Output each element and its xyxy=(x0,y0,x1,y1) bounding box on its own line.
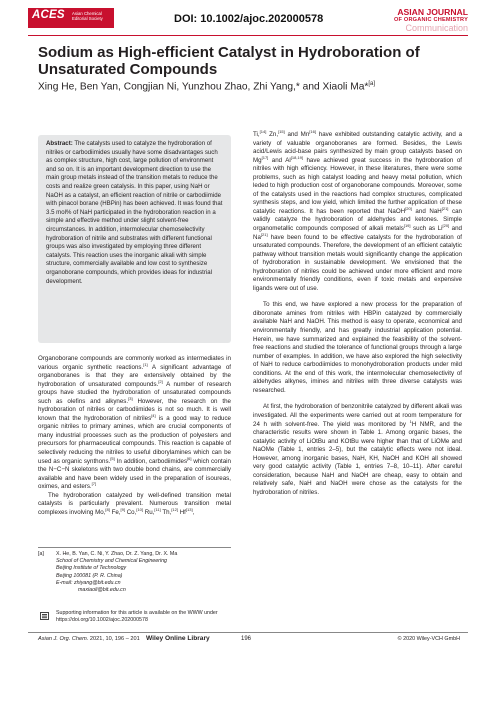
citation-ref[interactable]: [11] xyxy=(154,506,161,512)
citation-ref[interactable]: [14] xyxy=(259,128,267,134)
citation-ref[interactable]: [5] xyxy=(110,455,115,461)
text-run: have been found to be effective catalysts for the hydroboration of unsaturated compounds. Therefore, the development of an efficient catalytic pathway without transition metals would significantly change the application of hydroboration in sustainable development. We envisioned that the hydroboration of nitriles could be achieved under more efficient and more environmentally friendly conditions, even if toxic metals and expensive ligands were out of use. xyxy=(253,233,462,292)
citation-ref[interactable]: [13] xyxy=(185,506,193,512)
affiliation-footnote xyxy=(38,551,231,594)
abstract xyxy=(46,140,225,286)
author-names: Xing He, Ben Yan, Congjian Ni, Yunzhou Zhao, Zhi Yang,* and Xiaoli Ma* xyxy=(38,81,369,93)
text-run: which contain the N−C−N skeletons with two double bond chains, are commercially available and have been widely used in the preparation of isoureas, oximes, and esters. xyxy=(38,457,231,491)
citation-ref[interactable]: [21] xyxy=(441,205,449,211)
journal-logo xyxy=(394,8,468,32)
citation-ref[interactable]: [3] xyxy=(128,395,133,401)
abstract-text: The catalysts used to catalyze the hydroboration of nitriles or carbodiimides usually have some disadvantages such as complex structure, high cost, large pollution of environment and so on. It is an important development direction to use the main group metals instead of the transition metals to reduce the costs and realize green catalysis. In this paper, using NaH or NaOH as a catalyst, an efficient reaction of nitrile or carbodiimide with pinacol borane (HBPin) has been achieved. It was found that 3.5 mol% of NaH participated in the hydroboration reaction in a simple and effective method under slight solvent-free circumstances. In addition, intermolecular chemoselectivity hydroboration of nitrile and substrates with different functional groups was also investigated by employing three different catalysts. This reaction uses the inorganic alkali with simple structure, commercially available and low cost to synthesize organoborane compounds, which provides ideas for industrial development. xyxy=(46,140,223,285)
text-run: Ru, xyxy=(143,508,155,516)
citation-ref[interactable]: [19] xyxy=(403,222,411,228)
footnote-school: School of Chemistry and Chemical Engineering xyxy=(56,558,167,565)
citation-ref[interactable]: [7] xyxy=(91,481,97,487)
text-run: is a good way to reduce organic nitriles to primary amines, which are crucial components of many industrial processes such as the production of polyesters and precursors for pharmaceutical compounds. This reaction is capable of selectively reducing the nitriles to useful diborylamines which can be used as organic synthons. xyxy=(38,414,231,465)
text-run: Fe, xyxy=(109,508,121,516)
text-run: In addition, carbodiimides xyxy=(114,457,188,465)
text-run: such as Li xyxy=(410,225,443,233)
text-run: Co, xyxy=(124,508,137,516)
citation-ref[interactable]: 1 xyxy=(409,418,412,424)
citation-ref[interactable]: [9] xyxy=(120,506,125,512)
text-run: Ti, xyxy=(253,131,260,138)
body-column-right xyxy=(253,128,463,497)
citation-ref[interactable]: [18,19] xyxy=(290,154,303,160)
text-run: Zn, xyxy=(266,131,279,138)
footnote-city: Beijing 100081 (P. R. China) xyxy=(56,572,123,579)
supporting-info-icon xyxy=(40,612,49,620)
citation-ref[interactable]: [2] xyxy=(158,378,163,384)
footnote-email-2[interactable]: maxiaoli@bit.edu.cn xyxy=(78,587,126,594)
text-run: can validly catalyze the hydroboration of aldehydes and ketones. Simple organometallic compounds composed of alkali metals xyxy=(253,207,463,233)
footnote-rule xyxy=(38,547,231,548)
aces-logo-subtitle: Asian Chemical Editorial Society xyxy=(72,11,103,21)
text-run: H NMR, and the characteristic results were shown in Table 1. Among organic bases, the catalytic activity of LiOtBu and KOtBu were higher than that of LiOMe and NaOMe (Table 1, entries 2–5), but the catalytic effects were not ideal. However, among inorganic bases, NaH, KH, NaOH and KOH all showed very good catalytic activity (Table 1, entries 7–8, 10–11). After careful consideration, because NaH and NaOH are cheap, easy to obtain and relatively safe, NaH and NaOH were chose as the catalysts for the hydroboration of nitriles. xyxy=(253,420,462,496)
text-run: A significant advantage of organoboranes is that they are extensively obtained by the hydroboration of unsaturated compounds. xyxy=(38,363,231,388)
doi-link[interactable]: DOI: 10.1002/ajoc.202000578 xyxy=(174,13,324,25)
aces-logo-word: ACES xyxy=(32,9,65,21)
citation-ref[interactable]: [20] xyxy=(405,205,412,211)
citation-ref[interactable]: [21] xyxy=(260,231,268,237)
abstract-label: Abstract: xyxy=(46,140,73,147)
citation-ref[interactable]: [10] xyxy=(136,506,144,512)
footer-journal: Asian J. Org. Chem. xyxy=(38,636,89,642)
text-run: have exhibited outstanding catalytic activity, and a variety of valuable organoboranes are formed. Besides, the Lewis acid/Lewis acid-base pairs synthesized by main group catalysts based on Mg xyxy=(253,131,463,164)
paragraph xyxy=(38,492,231,518)
supporting-info-note[interactable]: Supporting information for this article is available on the WWW under https://doi.org/10.1002/ajoc.202000578 xyxy=(56,610,218,624)
author-affiliation-mark: [a] xyxy=(368,81,376,87)
footer-copyright: © 2020 Wiley-VCH GmbH xyxy=(397,636,460,642)
text-run: A number of research groups have studied the hydroboration of unsaturated compounds such as olefins and alkynes. xyxy=(38,380,231,405)
text-run: However, the research on the hydroboration of nitriles or carbodiimides is not so much. It is well known that the hydroboration of nitriles xyxy=(38,397,232,422)
footer-volume: 2021, 10, 196 – 201 xyxy=(88,636,140,642)
author-list xyxy=(38,81,468,92)
article-type: Communication xyxy=(405,23,468,33)
footnote-email[interactable]: E-mail: zhiyang@bit.edu.cn xyxy=(56,579,121,586)
header-rule xyxy=(28,35,468,36)
paragraph xyxy=(253,128,463,293)
text-run: , xyxy=(192,508,195,516)
footnote-institute: Beijing Institute of Technology xyxy=(56,565,127,572)
footer-publisher[interactable]: Wiley Online Library xyxy=(146,635,210,642)
paragraph xyxy=(38,355,231,492)
text-run: At first, the hydroboration of benzonitrile catalyzed by different alkali was investigated. All the experiments were carried out at room temperature for 24 h with solvent-free. The yield was monitored by xyxy=(253,403,462,428)
text-run: and Mn xyxy=(284,131,310,138)
citation-ref[interactable]: [16] xyxy=(309,128,316,134)
text-run: have achieved great success in the hydroboration of nitriles with high efficiency. However, in these literatures, there were some problems, such as high catalyst loading and heavy metal pollution, which leded to high production cost of organoborane compounds. Moreover, some of the catalysts used in the reactions had complex structures, complicated synthesis steps, and low yield, which limited the further application of these catalytic reactions. It has been reported that NaOH xyxy=(253,156,463,215)
text-run: and Na xyxy=(253,225,462,241)
aces-logo xyxy=(28,8,114,28)
text-run: To this end, we have explored a new process for the preparation of diboronate amines from nitriles with HBPin catalyzed by commercially available NaH and NaOH. This method is easy to operate, economical and environmentally friendly, and has greatly industrial application potential. Herein, we have summarized and explained the feasibility of the solvent-free reactions and studied the tolerance of functional groups through a large number of examples. In addition, we have also explored the high selectivity of NaH to reduce carbodiimides to monohydroboration products under mild conditions. At the end of this work, the intermolecular chemoselectivity of aldehydes alkynes, imines and nitriles with three diverse catalysts was researched. xyxy=(253,301,462,394)
citation-ref[interactable]: [4] xyxy=(151,412,156,418)
journal-name-line1: ASIAN JOURNAL xyxy=(397,7,468,17)
footer-citation xyxy=(38,636,140,642)
text-run: The hydroboration catalyzed by well-defined transition metal catalysts is particularly prevalent. Numerous transition metal complexes involving Mo, xyxy=(38,491,231,516)
footnote-names: X. He, B. Yan, C. Ni, Y. Zhao, Dr. Z. Yang, Dr. X. Ma xyxy=(56,551,178,557)
citation-ref[interactable]: [12] xyxy=(171,506,178,512)
text-run: Hf xyxy=(177,508,186,516)
body-column-left xyxy=(38,355,231,517)
footnote-mark: [a] xyxy=(38,551,44,557)
paragraph xyxy=(253,301,462,395)
paragraph xyxy=(253,403,462,497)
citation-ref[interactable]: [8] xyxy=(105,506,110,512)
page-number: 196 xyxy=(241,636,252,642)
text-run: and Al xyxy=(268,156,291,164)
text-run: Organoborane compounds are commonly worked as intermediates in various organic synthetic reactions. xyxy=(38,355,231,371)
citation-ref[interactable]: [15] xyxy=(278,128,285,134)
citation-ref[interactable]: [17] xyxy=(261,154,269,160)
journal-name-line2: OF ORGANIC CHEMISTRY xyxy=(393,17,468,23)
article-title: Sodium as High-efficient Catalyst in Hydroboration of Unsaturated Compounds xyxy=(38,44,420,78)
footer-rule xyxy=(28,632,468,633)
citation-ref[interactable]: [6] xyxy=(187,455,192,461)
text-run: Th, xyxy=(160,508,172,516)
citation-ref[interactable]: [20] xyxy=(442,222,450,228)
text-run: and NaH xyxy=(411,207,442,215)
citation-ref[interactable]: [1] xyxy=(143,361,148,367)
